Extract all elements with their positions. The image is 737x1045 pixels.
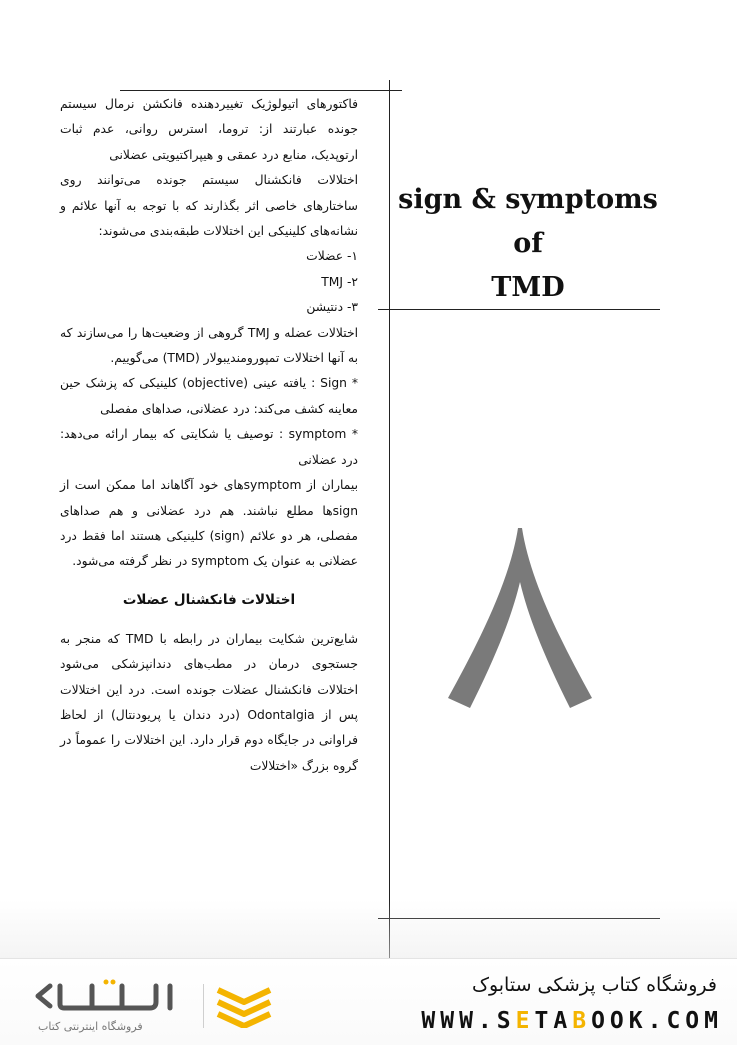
column-divider [389,80,390,962]
logo-divider [203,984,204,1028]
section-heading: اختلالات فانکشنال عضلات [122,591,296,608]
book-stack-logo-icon [214,982,274,1028]
top-rule [120,90,402,91]
chapter-number-graphic [440,520,600,720]
paragraph-common-complaint: شایع‌ترین شکایت بیماران در رابطه با TMD که منجر به جستجوی درمان در مطب‌های دندانپزشکی می‌شود اختلالات فانکشنال عضلات جونده است. درد این اختلالات پس از Odontalgia (درد دندان یا پریودنتال) از لحاظ فراوانی در جایگاه دوم قرار دارد. این اختلالات را عموماً در گروه بزرگ «اختلالات [60,631,358,773]
chapter-title-line1: sign & symptoms of [398,184,658,259]
url-text-3: OOK.COM [591,1008,723,1034]
store-name: فروشگاه کتاب پزشکی ستابوک [471,974,717,996]
url-text-2: TA [534,1008,573,1034]
bullet-symptom: * symptom : توصیف یا شکایتی که بیمار ارائه می‌دهد: درد عضلانی [60,427,358,467]
setabook-logo-icon [30,978,190,1014]
body-text-column [60,92,358,779]
paragraph-sign-vs-symptom: بیماران از symptomهای خود آگاهاند اما ممکن است از signها مطلع نباشند. هم درد عضلانی و هم صداهای مفصلی، هر دو علائم (sign) کلینیکی هستند اما فقط درد عضلانی به عنوان یک symptom در نظر گرفته می‌شود. [60,478,358,569]
url-text-1: WWW.S [421,1008,516,1034]
bullet-sign: * Sign : یافته عینی (objective) کلینیکی که پزشک حین معاینه کشف می‌کند: درد عضلانی، صداهای مفصلی [60,376,359,416]
store-url-link[interactable] [421,1008,723,1034]
list-item-dentition: ۳- دنتیشن [306,300,358,315]
paragraph-functional-disorders: اختلالات فانکشنال سیستم جونده می‌توانند روی ساختارهای خاصی اثر بگذارند که با توجه به آنها علائم و نشانه‌های کلینیکی این اختلالات طبقه‌بندی می‌شوند: [60,173,358,239]
paragraph-tmd-definition: اختلالات عضله و TMJ گروهی از وضعیت‌ها را می‌سازند که به آنها اختلالات تمپورومندیبولار (TMD) می‌گوییم. [60,325,358,366]
paragraph-etiology: فاکتورهای اتیولوژیک تغییردهنده فانکشن نرمال سیستم جونده عبارتند از: تروما، استرس روانی، عدم ثبات ارتوپدیک، منابع درد عمقی و هیپراکتیویتی عضلانی [60,97,358,162]
url-accent-2: B [572,1008,592,1034]
list-item-muscles: ۱- عضلات [306,249,358,264]
logo-tagline: فروشگاه اینترنتی کتاب [38,1020,143,1033]
chapter-title-line2: TMD [491,272,565,303]
footer-fade [0,900,737,960]
url-accent-1: E [515,1008,535,1034]
list-item-tmj: ۲- TMJ [321,274,358,289]
chapter-title [392,178,664,310]
